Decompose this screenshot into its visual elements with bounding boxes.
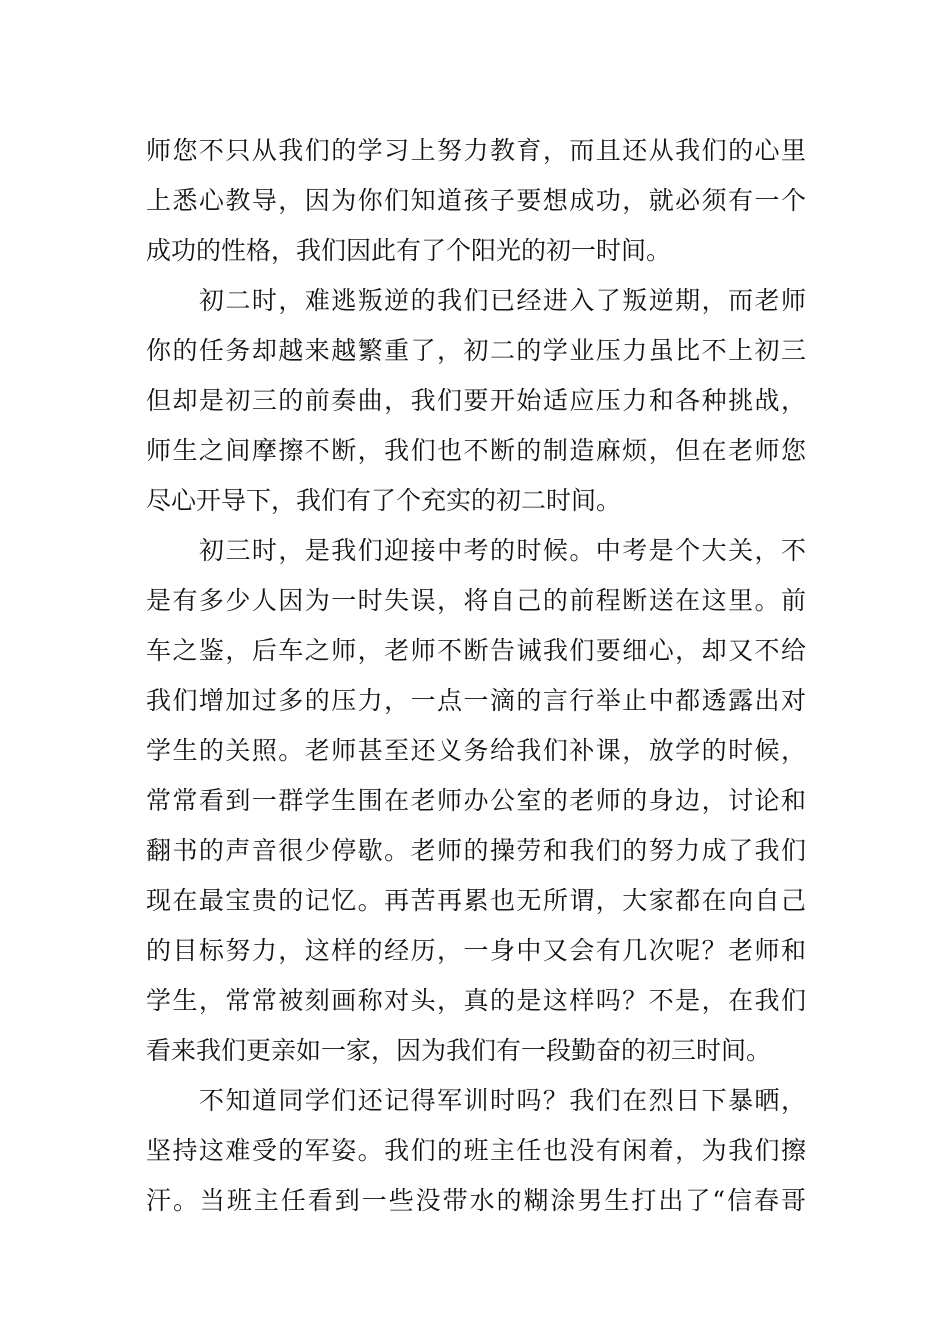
- text-line: 车之鉴，后车之师，老师不断告诫我们要细心，却又不给: [146, 636, 806, 665]
- text-line: 翻书的声音很少停歇。老师的操劳和我们的努力成了我们: [146, 836, 806, 865]
- text-line: 尽心开导下，我们有了个充实的初二时间。: [146, 486, 622, 515]
- text-line: 学生的关照。老师甚至还义务给我们补课，放学的时候，: [146, 736, 806, 765]
- text-line: 的目标努力，这样的经历，一身中又会有几次呢？老师和: [146, 936, 806, 965]
- text-line: 看来我们更亲如一家，因为我们有一段勤奋的初三时间。: [146, 1036, 772, 1065]
- paragraph-first-line: 初二时，难逃叛逆的我们已经进入了叛逆期，而老师: [199, 286, 806, 315]
- document-body: [146, 126, 806, 1226]
- text-line: 是有多少人因为一时失误，将自己的前程断送在这里。前: [146, 586, 806, 615]
- text-line: 坚持这难受的军姿。我们的班主任也没有闲着，为我们擦: [146, 1136, 806, 1165]
- text-line: 学生，常常被刻画称对头，真的是这样吗？不是，在我们: [146, 986, 806, 1015]
- text-line: 师生之间摩擦不断，我们也不断的制造麻烦，但在老师您: [146, 436, 806, 465]
- text-line: 我们增加过多的压力，一点一滴的言行举止中都透露出对: [146, 686, 806, 715]
- text-line: 常常看到一群学生围在老师办公室的老师的身边，讨论和: [146, 786, 806, 815]
- text-line: 上悉心教导，因为你们知道孩子要想成功，就必须有一个: [146, 186, 806, 215]
- text-line: 师您不只从我们的学习上努力教育，而且还从我们的心里: [146, 136, 806, 165]
- text-line: 你的任务却越来越繁重了，初二的学业压力虽比不上初三: [146, 336, 806, 365]
- text-line: 现在最宝贵的记忆。再苦再累也无所谓，大家都在向自己: [146, 886, 806, 915]
- text-line: 汗。当班主任看到一些没带水的糊涂男生打出了“信春哥: [146, 1186, 806, 1215]
- paragraph-first-line: 初三时，是我们迎接中考的时候。中考是个大关，不: [199, 536, 806, 565]
- text-line: 但却是初三的前奏曲，我们要开始适应压力和各种挑战，: [146, 386, 806, 415]
- text-line: 成功的性格，我们因此有了个阳光的初一时间。: [146, 236, 672, 265]
- paragraph-first-line: 不知道同学们还记得军训时吗？我们在烈日下暴晒，: [199, 1086, 806, 1115]
